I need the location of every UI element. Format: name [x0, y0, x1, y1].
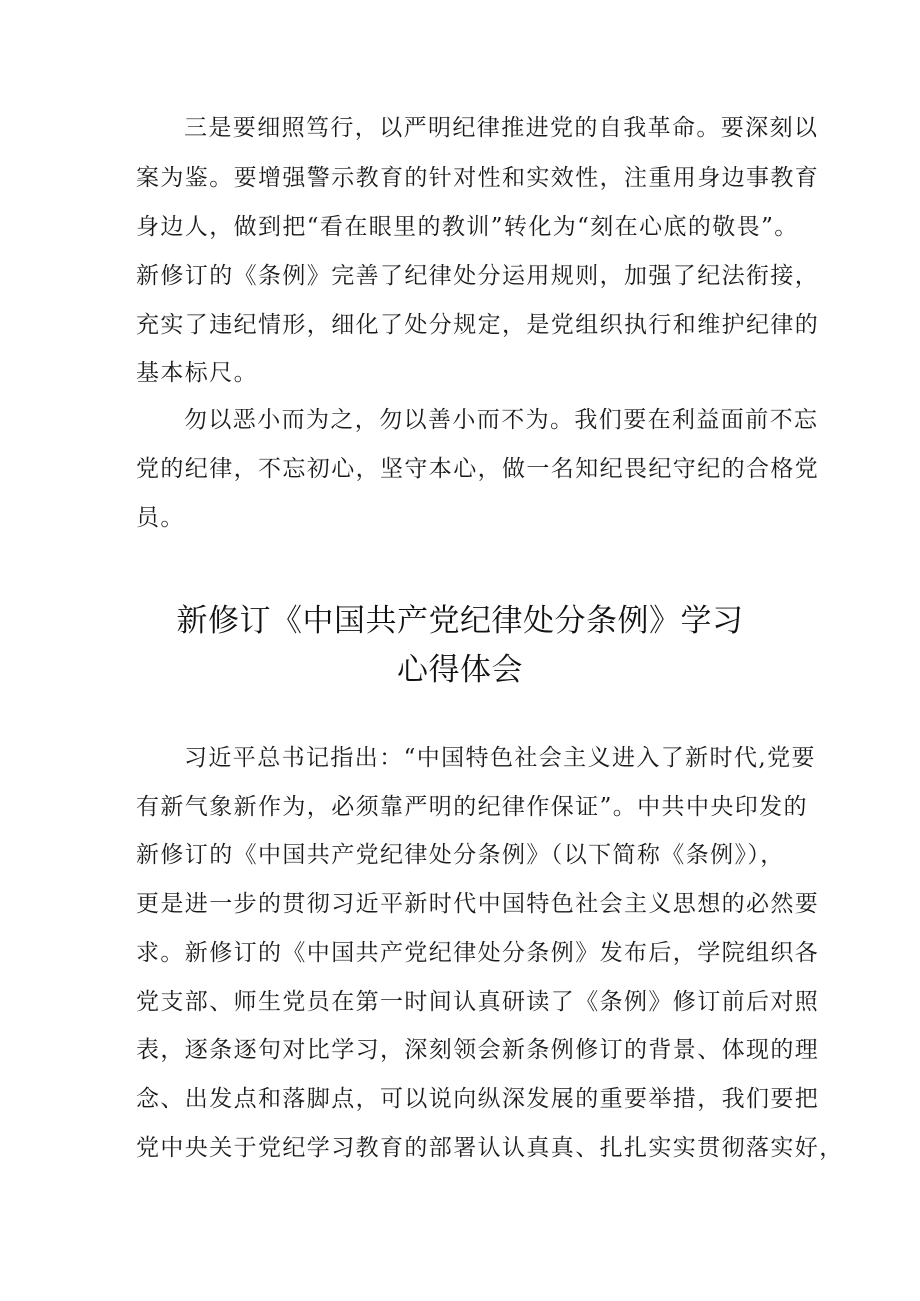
article-title-line-1: 新修订《中国共产党纪律处分条例》学习	[176, 603, 744, 639]
text-line: 案为鉴。要增强警示教育的针对性和实效性，注重用身边事教育	[136, 165, 820, 191]
text-line: 基本标尺。	[136, 360, 258, 386]
text-line: 更是进一步的贯彻习近平新时代中国特色社会主义思想的必然要	[136, 891, 820, 917]
text-line: 充实了违纪情形，细化了处分规定，是党组织执行和维护纪律的	[136, 312, 820, 338]
text-line: 有新气象新作为，必须靠严明的纪律作保证”。中共中央印发的	[136, 794, 808, 820]
article-title-line-2: 心得体会	[397, 652, 523, 688]
text-line: 员。	[136, 505, 185, 531]
text-line: 新修订的《中国共产党纪律处分条例》（以下简称《条例》），	[136, 842, 785, 868]
text-line: 求。新修订的《中国共产党纪律处分条例》发布后，学院组织各	[136, 940, 820, 966]
text-line: 党的纪律，不忘初心，坚守本心，做一名知纪畏纪守纪的合格党	[136, 456, 820, 482]
text-line: 习近平总书记指出：“中国特色社会主义进入了新时代,党要	[184, 745, 816, 771]
text-line: 党支部、师生党员在第一时间认真研读了《条例》修订前后对照	[136, 989, 820, 1015]
text-line: 身边人，做到把“看在眼里的教训”转化为“刻在心底的敬畏”。	[136, 214, 799, 240]
text-line: 新修订的《条例》完善了纪律处分运用规则，加强了纪法衔接，	[136, 263, 820, 289]
text-line: 勿以恶小而为之，勿以善小而不为。我们要在利益面前不忘	[184, 407, 819, 433]
text-line: 三是要细照笃行，以严明纪律推进党的自我革命。要深刻以	[184, 115, 819, 141]
text-line: 念、出发点和落脚点，可以说向纵深发展的重要举措，我们要把	[136, 1086, 820, 1112]
text-line: 表，逐条逐句对比学习，深刻领会新条例修订的背景、体现的理	[136, 1037, 820, 1063]
text-line: 党中央关于党纪学习教育的部署认认真真、扎扎实实贯彻落实好，	[136, 1135, 844, 1161]
